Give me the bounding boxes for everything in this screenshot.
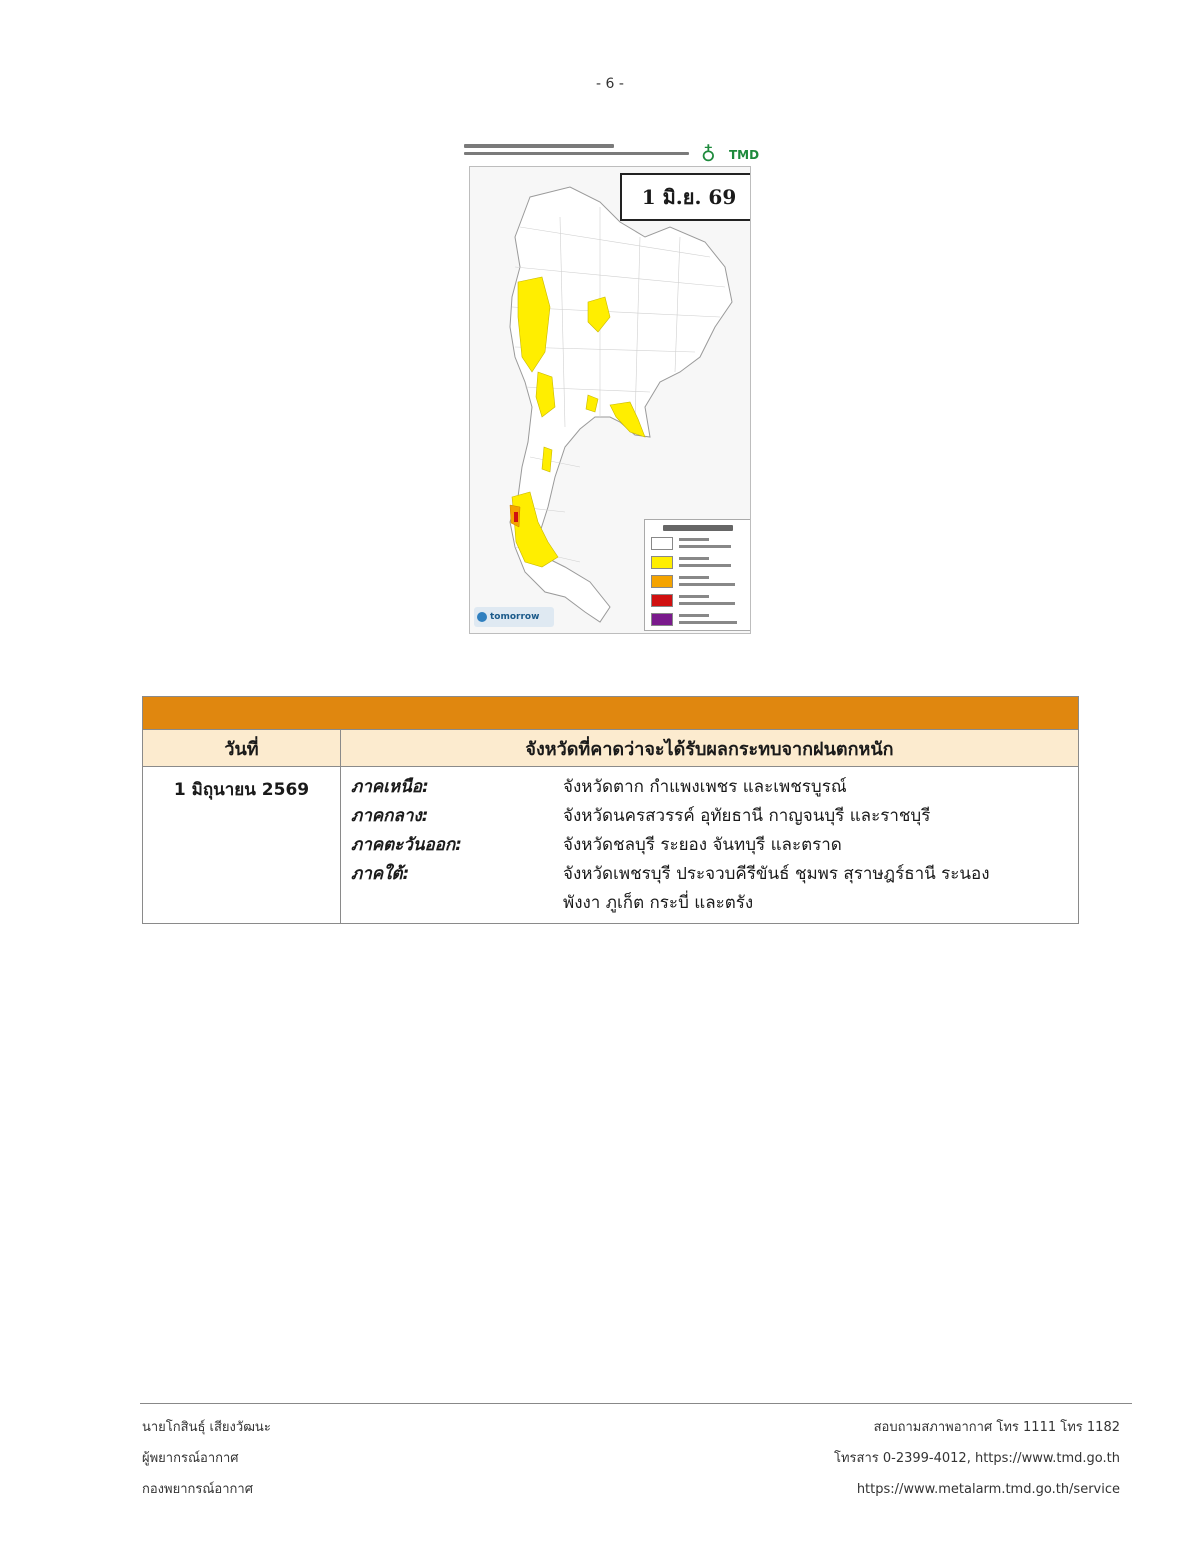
legend-swatch-orange (651, 575, 673, 588)
footer-divider (140, 1403, 1132, 1404)
contact-service-link[interactable]: https://www.metalarm.tmd.go.th/service (856, 1482, 1120, 1497)
rainfall-forecast-map (461, 138, 761, 638)
contact-fax-website: โทรสาร 0-2399-4012, https://www.tmd.go.th (834, 1451, 1120, 1466)
header-provinces: จังหวัดที่คาดว่าจะได้รับผลกระทบจากฝนตกหนัก (341, 730, 1079, 767)
map-header (461, 138, 761, 168)
map-header-caption (464, 144, 694, 162)
map-date-label: 1 มิ.ย. 69 (620, 173, 751, 221)
legend-swatch-yellow (651, 556, 673, 569)
forecaster-name: นายโกสินธุ์ เสียงวัฒนะ (142, 1420, 271, 1435)
legend-entry (645, 535, 751, 554)
legend-entry (645, 611, 751, 630)
region-provinces: จังหวัดชลบุรี ระยอง จันทบุรี และตราด (563, 835, 842, 855)
region-name: ภาคตะวันออก: (351, 835, 462, 855)
region-provinces: จังหวัดเพชรบุรี ประจวบคีรีขันธ์ ชุมพร สุราษฎร์ธานี ระนอง (563, 864, 990, 884)
region-south-continued (351, 889, 1078, 917)
area-phangnga (514, 512, 518, 522)
table-banner (143, 697, 1079, 730)
footer-signature (142, 1412, 271, 1505)
forecast-table (142, 696, 1079, 924)
region-north (351, 773, 1078, 802)
table-row (143, 767, 1079, 924)
legend-entry (645, 573, 751, 592)
region-name: ภาคใต้: (351, 864, 410, 884)
map-legend (644, 519, 751, 631)
area-prachuap (542, 447, 552, 472)
legend-swatch-red (651, 594, 673, 607)
legend-entry (645, 554, 751, 573)
table-header-row (143, 730, 1079, 767)
legend-swatch-purple (651, 613, 673, 626)
row-regions (341, 767, 1079, 924)
legend-swatch-none (651, 537, 673, 550)
header-date: วันที่ (143, 730, 341, 767)
page-number: - 6 - (596, 76, 624, 92)
agency-logo-icon: ♁ (701, 142, 716, 166)
region-east (351, 831, 1078, 860)
map-panel (469, 166, 751, 634)
region-central (351, 802, 1078, 831)
footer-contact (834, 1412, 1120, 1505)
region-name: ภาคเหนือ: (351, 777, 429, 797)
legend-entry (645, 592, 751, 611)
tomorrow-logo-icon: tomorrow (474, 607, 554, 627)
row-date: 1 มิถุนายน 2569 (143, 767, 341, 924)
region-south (351, 860, 1078, 889)
region-provinces: พังงา ภูเก็ต กระบี่ และตรัง (563, 893, 754, 913)
tmd-logo-icon: TMD (729, 148, 760, 162)
forecaster-division: กองพยากรณ์อากาศ (142, 1482, 253, 1497)
region-provinces: จังหวัดนครสวรรค์ อุทัยธานี กาญจนบุรี และราชบุรี (563, 806, 931, 826)
forecaster-title: ผู้พยากรณ์อากาศ (142, 1451, 239, 1466)
contact-phone: สอบถามสภาพอากาศ โทร 1111 โทร 1182 (873, 1420, 1120, 1435)
region-provinces: จังหวัดตาก กำแพงเพชร และเพชรบูรณ์ (563, 777, 847, 797)
region-name: ภาคกลาง: (351, 806, 429, 826)
